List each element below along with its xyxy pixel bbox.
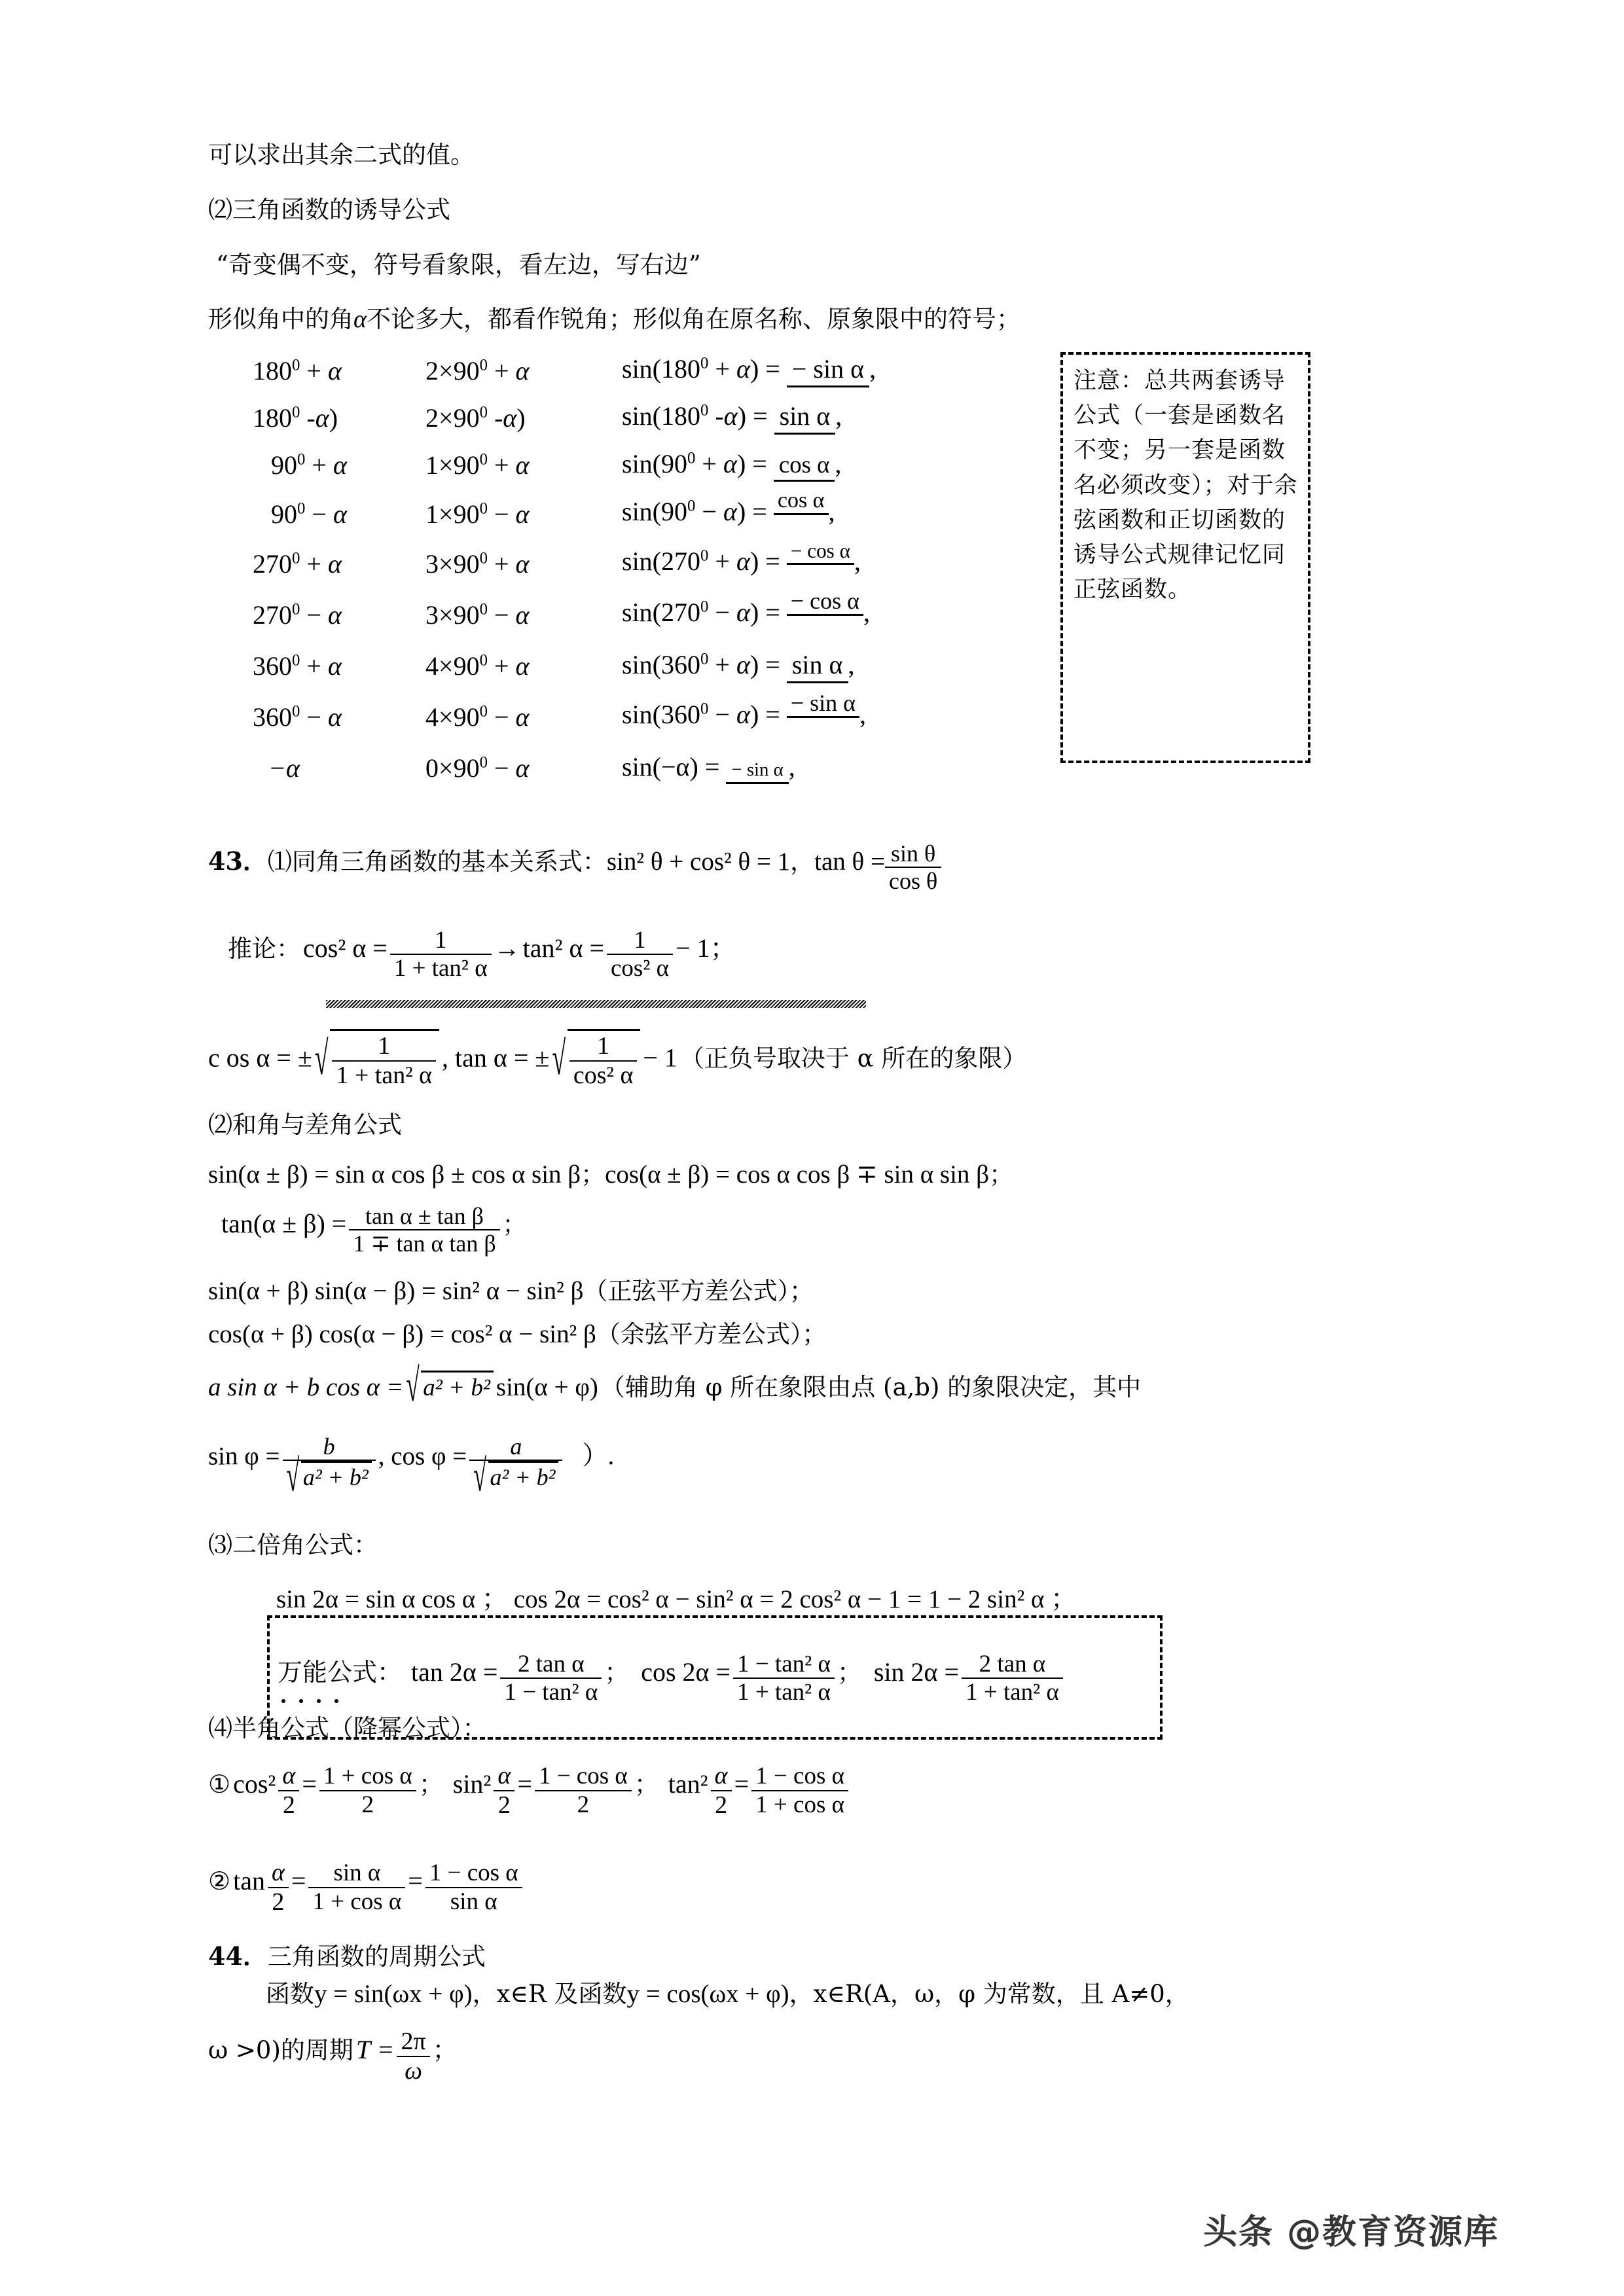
half-tan-lhs: tan² (668, 1769, 708, 1799)
r2-mult-sign: + (494, 450, 509, 480)
ninety: 90 (453, 403, 480, 433)
alpha-symbol: α (515, 355, 530, 386)
r4-angle-sign: + (306, 549, 321, 579)
table-row: $90^0 + \alpha$ $1\times 90^0 + \alpha$ $\sin(90^0 + \alpha) = \cos \alpha$ , (253, 441, 876, 488)
ninety: 90 (453, 549, 480, 579)
r4-lhs: sin(270 (622, 546, 700, 576)
half-cos-arg-num: α (282, 1762, 296, 1789)
r2-result: cos α (774, 450, 835, 482)
r6-mult: 4 (425, 651, 439, 681)
times-icon: × (439, 753, 454, 783)
r2-comma: , (835, 448, 842, 478)
r0-result: − sin α (787, 353, 869, 387)
equals-sign: = (734, 1769, 749, 1799)
r2-lhs: sin(90 (622, 448, 687, 478)
degree-icon: 0 (297, 450, 306, 469)
degree-icon: 0 (479, 356, 488, 374)
times-icon: × (439, 499, 454, 529)
sin-sum-formula: sin(α ± β) = sin α cos β ± cos α sin β (208, 1160, 581, 1189)
equals-sign: = (753, 401, 768, 431)
alpha-symbol: α (723, 496, 737, 526)
universal-formula-line (278, 1651, 1063, 1706)
section-43-item1-label: ⑴同角三角函数的基本关系式： (267, 847, 607, 876)
table-row: $90^0 - \alpha$ $1\times 90^0 - \alpha$ $\sin(90^0 - \alpha)$ = cos α , (253, 488, 876, 540)
times-icon: × (439, 600, 454, 630)
alpha-symbol: α (515, 450, 530, 480)
section-half-label: ⑷半角公式（降幂公式）： (208, 1714, 487, 1742)
corollary-line (228, 927, 736, 982)
r1-angle: 180 (253, 403, 292, 433)
degree-icon: 0 (297, 499, 306, 518)
degree-icon: 0 (700, 650, 709, 668)
aux-radicand: a² + b² (421, 1371, 494, 1402)
r5-angle-sign: − (306, 600, 321, 630)
degree-icon: 0 (479, 549, 488, 567)
degree-icon: 0 (479, 702, 488, 721)
root-num-1: √ 1 (378, 1032, 391, 1060)
line4-alpha: α (353, 306, 367, 333)
tan-sum-tail: ； (502, 1211, 526, 1238)
item-marker-1: ① (208, 1771, 231, 1799)
r6-comma: , (848, 649, 855, 679)
alpha-symbol: α (327, 549, 342, 579)
r8-mult: 0 (425, 753, 439, 783)
paragraph-line-3: “奇变偶不变，符号看象限，看左边，写右边” (216, 251, 701, 279)
arrow-icon: → (494, 933, 520, 963)
r7-lhs-sign: − (715, 699, 730, 729)
period-function-1: y = sin(ωx + φ) (314, 1980, 473, 2008)
aux2-numerator: b (323, 1433, 335, 1460)
alpha-symbol: α (327, 702, 342, 732)
r0-mult-sign: + (494, 355, 509, 386)
r7-angle: 360 (253, 702, 292, 732)
double-angle-line: sin 2α = sin α cos α ； cos 2α = cos² α − sin² α = 2 cos² α − 1 = 1 − 2 sin² α ； (276, 1585, 1077, 1613)
alpha-symbol: α (315, 403, 329, 433)
alpha-symbol: α (333, 450, 347, 480)
r8-mult-sign: − (494, 753, 509, 783)
r2-angle: 90 (271, 450, 297, 480)
half-cos-lhs: cos² (233, 1769, 276, 1799)
tan-sum-lhs: tan(α ± β) = (221, 1208, 347, 1238)
cos-sum-formula: cos(α ± β) = cos α cos β ∓ sin α sin β (605, 1160, 989, 1189)
r1-mult: 2 (425, 403, 439, 433)
separator: ； (837, 1659, 862, 1687)
alpha-symbol: α (327, 600, 342, 630)
corollary-den-2: cos² α (607, 954, 673, 982)
r5-lhs: sin(270 (622, 598, 700, 628)
paragraph-line-1: 可以求出其余二式的值。 (208, 141, 475, 169)
r3-mult: 1 (425, 499, 439, 529)
r3-result: cos α (777, 488, 825, 512)
r1-angle-sign: - (306, 403, 316, 433)
r1-mult-sign: - (494, 403, 503, 433)
table-row: $270^0 + \alpha$ $3\times 90^0 + \alpha$ $\sin(270^0 + \alpha)$ = − cos α , (253, 540, 876, 588)
cos-product-formula: cos(α + β) cos(α − β) = cos² α − sin² β (208, 1320, 596, 1348)
equals-sign: = (765, 354, 780, 384)
r1-mult-tail: ) (516, 403, 526, 433)
sin2-lhs: sin 2α = (873, 1657, 960, 1687)
degree-icon: 0 (479, 499, 488, 518)
ninety: 90 (453, 355, 480, 386)
r3-lhs-sign: − (702, 496, 717, 526)
r5-result: − cos α (790, 588, 860, 615)
times-icon: × (439, 355, 454, 386)
tan2-numerator: 2 tan α (518, 1651, 585, 1677)
ninety: 90 (453, 600, 480, 630)
degree-icon: 0 (700, 401, 709, 420)
r4-comma: , (854, 546, 861, 576)
r7-mult: 4 (425, 702, 439, 732)
alpha-symbol: α (503, 403, 517, 433)
table-row (253, 744, 876, 791)
tan2-denominator: 1 − tan² α (500, 1677, 602, 1706)
r4-angle: 270 (253, 549, 292, 579)
sin-product-note: （正弦平方差公式）； (583, 1277, 814, 1305)
alpha-symbol: α (736, 546, 750, 576)
degree-icon: 0 (700, 354, 709, 372)
degree-icon: 0 (700, 700, 709, 718)
alpha-symbol: α (515, 753, 530, 783)
times-icon: × (439, 403, 454, 433)
corollary-num-2: 1 (634, 927, 646, 954)
sum-difference-line (208, 1160, 1013, 1189)
root-den-2: cos² α (569, 1060, 637, 1090)
aux-rhs: sin(α + φ) (496, 1373, 598, 1401)
r0-angle-sign: + (306, 355, 321, 386)
half2-num-2: 1 − cos α (429, 1859, 518, 1887)
degree-icon: 0 (292, 702, 300, 721)
degree-icon: 0 (479, 651, 488, 670)
period-line-b: ，x∈R 及函数 (472, 1980, 627, 2008)
tan-sum-numerator: tan α ± tan β (365, 1203, 484, 1229)
ninety: 90 (453, 702, 480, 732)
ninety: 90 (453, 499, 480, 529)
r3-angle-sign: − (312, 499, 327, 529)
r7-result: − sin α (790, 689, 856, 716)
r2-lhs-sign: + (702, 448, 717, 478)
ninety: 90 (453, 753, 480, 783)
equals-sign: = (752, 496, 767, 526)
r2-angle-sign: + (312, 450, 327, 480)
period-function-2: y = cos(ωx + φ) (626, 1980, 789, 2008)
induction-formula-table (253, 347, 876, 791)
times-icon: × (439, 549, 454, 579)
degree-icon: 0 (700, 547, 709, 565)
half-cos-arg-den: 2 (278, 1790, 299, 1820)
cos2-denominator: 1 + tan² α (733, 1677, 835, 1706)
universal-formula-label: 万能公式： (278, 1658, 403, 1687)
root-num-2: √ 1 (597, 1032, 610, 1060)
sin-product-line (208, 1276, 814, 1306)
comma: ， (790, 847, 815, 876)
line4-part-a: 形似角中的角 (208, 305, 353, 333)
corollary-den-1: 1 + tan² α (390, 954, 492, 982)
period-line2-a: ω >0)的周期 (208, 2036, 353, 2065)
r7-mult-sign: − (494, 702, 509, 732)
degree-icon: 0 (292, 651, 300, 670)
degree-icon: 0 (292, 356, 300, 374)
r6-result: sin α (787, 649, 848, 683)
cos-product-note: （余弦平方差公式）； (596, 1320, 827, 1348)
alpha-symbol: α (736, 649, 750, 679)
line4-part-b: 不论多大，都看作锐角；形似角在原名称、原象限中的符号； (366, 305, 1020, 333)
r0-angle: 180 (253, 355, 292, 386)
times-icon: × (439, 651, 454, 681)
half2-num-1: sin α (333, 1859, 381, 1887)
equals-sign: = (765, 649, 780, 679)
corollary-tail: − 1； (676, 933, 736, 963)
r0-lhs: sin(180 (622, 354, 700, 384)
corollary-label: 推论： (228, 935, 300, 963)
r1-result: sin α (774, 401, 836, 435)
paragraph-line-4 (208, 305, 1020, 334)
r8-comma: , (788, 752, 795, 782)
r0-mult: 2 (425, 355, 439, 386)
table-row: $270^0 - \alpha$ $3\times 90^0 - \alpha$ $\sin(270^0 - \alpha)$ = − cos α , (253, 588, 876, 643)
r0-comma: , (869, 354, 876, 384)
alpha-symbol: α (736, 598, 750, 628)
aux2-denominator-2: a² + b² (488, 1461, 559, 1490)
half-sin-arg-num: α (497, 1762, 511, 1789)
half-tan-arg-den: 2 (711, 1790, 732, 1820)
section-44-number: 44． (208, 1941, 268, 1971)
degree-icon: 0 (479, 450, 488, 469)
degree-icon: 0 (292, 601, 300, 619)
watermark: 头条 @教育资源库 (1203, 2213, 1500, 2252)
paragraph-line-2: ⑵三角函数的诱导公式 (208, 196, 450, 224)
auxiliary-angle-line (208, 1371, 1141, 1402)
period-tail: ； (432, 2037, 458, 2065)
r5-comma: , (863, 598, 871, 628)
r7-angle-sign: − (306, 702, 321, 732)
section-44-title: 三角函数的周期公式 (267, 1943, 486, 1971)
half2-arg-den: 2 (268, 1887, 289, 1916)
wavy-underline (326, 1000, 866, 1008)
half2-tan-lhs: tan (233, 1866, 265, 1896)
cos2-lhs: cos 2α = (641, 1657, 731, 1687)
aux-lhs: a sin α + b cos α = (208, 1373, 404, 1401)
aux2-mid: , cos φ = (378, 1442, 467, 1471)
half2-den-2: sin α (425, 1887, 522, 1915)
tan2-lhs: tan 2α = (411, 1657, 498, 1687)
r3-comma: , (828, 496, 835, 526)
cos2-numerator: 1 − tan² α (737, 1651, 831, 1677)
period-numerator: 2π (401, 2028, 426, 2055)
r4-mult: 3 (425, 549, 439, 579)
r4-mult-sign: + (494, 549, 509, 579)
degree-icon: 0 (479, 601, 488, 619)
tan-sum-line (221, 1203, 526, 1257)
r0-lhs-sign: + (715, 354, 730, 384)
r1-comma: , (835, 401, 842, 431)
corollary-mid: tan² α = (522, 933, 604, 963)
equals-sign: = (765, 546, 780, 576)
degree-icon: 0 (479, 753, 488, 772)
pythagorean-identity: sin² θ + cos² θ = 1 (606, 847, 791, 876)
r6-angle-sign: + (306, 651, 321, 681)
r2-mult: 1 (425, 450, 439, 480)
r6-mult-sign: + (494, 651, 509, 681)
r4-lhs-sign: + (715, 546, 730, 576)
degree-icon: 0 (292, 549, 300, 567)
period-definition-line (266, 1979, 1189, 2009)
ninety: 90 (453, 450, 480, 480)
period-formula-line (208, 2028, 458, 2085)
aux2-tail: ）. (582, 1442, 615, 1471)
half2-den-1: 1 + cos α (308, 1887, 405, 1915)
alpha-symbol: α (333, 499, 347, 529)
alpha-symbol: α (723, 448, 737, 478)
times-icon: × (439, 702, 454, 732)
degree-icon: 0 (292, 403, 300, 422)
degree-icon: 0 (687, 449, 696, 467)
r6-lhs: sin(360 (622, 649, 700, 679)
tan-def-denominator: cos θ (885, 867, 941, 894)
half2-arg-num: α (271, 1859, 285, 1886)
half-tan-num: 1 − cos α (755, 1763, 844, 1790)
half-sin-lhs: sin² (452, 1769, 492, 1799)
half-angle-line-2 (208, 1859, 522, 1916)
half-tan-den: 1 + cos α (751, 1790, 848, 1818)
aux2-numerator-2: a (510, 1433, 522, 1460)
note-box-text: 注意：总共两套诱导公式（一套是函数名不变；另一套是函数名必须改变）；对于余弦函数和正切函数的诱导公式规律记忆同正弦函数。 (1074, 368, 1298, 603)
alpha-symbol: α (736, 699, 750, 729)
alpha-symbol: α (736, 354, 750, 384)
half-tan-arg-num: α (714, 1762, 728, 1789)
r8-angle-sign: −α (268, 753, 300, 783)
times-icon: × (439, 450, 454, 480)
period-T-lhs: T = (355, 2035, 395, 2065)
table-row: $360^0 - \alpha$ $4\times 90^0 - \alpha$ $\sin(360^0 - \alpha)$ = − sin α , (253, 690, 876, 745)
half-cos-den: 2 (319, 1790, 416, 1818)
r6-angle: 360 (253, 651, 292, 681)
half-sin-arg-den: 2 (494, 1790, 514, 1820)
alpha-symbol: α (515, 549, 530, 579)
section-43-heading (208, 840, 941, 895)
r5-mult-sign: − (494, 600, 509, 630)
equals-sign: = (704, 752, 720, 782)
r5-mult: 3 (425, 600, 439, 630)
degree-icon: 0 (687, 497, 696, 515)
period-denominator: ω (397, 2056, 429, 2085)
degree-icon: 0 (700, 598, 709, 616)
period-line-c: ，x∈R(A，ω，φ 为常数，且 A≠0， (789, 1980, 1189, 2008)
root-lhs: c os α = ± (208, 1043, 312, 1073)
alpha-symbol: α (515, 651, 530, 681)
equals-sign: = (517, 1769, 532, 1799)
section-43-number: 43． (208, 846, 268, 876)
note-box (1060, 352, 1310, 763)
alpha-symbol: α (327, 651, 342, 681)
alpha-symbol: α (327, 355, 342, 386)
equals-sign: = (291, 1866, 306, 1896)
half-angle-line-1 (208, 1762, 848, 1819)
emphasis-dots (281, 1699, 338, 1703)
section-sum-label: ⑵和角与差角公式 (208, 1111, 402, 1139)
equals-sign: = (752, 448, 767, 478)
degree-icon: 0 (479, 403, 488, 422)
r4-result: − cos α (790, 539, 850, 563)
r3-lhs: sin(90 (622, 496, 687, 526)
sin2-denominator: 1 + tan² α (962, 1677, 1063, 1706)
root-den-1: 1 + tan² α (332, 1060, 436, 1090)
cos-product-line (208, 1319, 826, 1349)
separator: ； (418, 1771, 444, 1799)
tan-def-numerator: sin θ (890, 840, 936, 867)
r3-angle: 90 (271, 499, 297, 529)
aux-note: （辅助角 φ 所在象限由点 (a,b) 的象限决定，其中 (600, 1373, 1142, 1401)
sin-product-formula: sin(α + β) sin(α − β) = sin² α − sin² β (208, 1277, 584, 1305)
root-note: （正负号取决于 α 所在的象限） (679, 1044, 1027, 1073)
equals-sign: = (302, 1769, 317, 1799)
r5-lhs-sign: − (715, 598, 730, 628)
equals-sign: = (765, 699, 780, 729)
alpha-symbol: α (515, 600, 530, 630)
r3-mult-sign: − (494, 499, 509, 529)
alpha-symbol: α (515, 702, 530, 732)
half-sin-num: 1 − cos α (538, 1763, 628, 1790)
equals-sign: = (408, 1866, 423, 1896)
auxiliary-sincos-line (208, 1433, 614, 1491)
alpha-symbol: α (723, 401, 738, 431)
period-line-a: 函数 (266, 1980, 314, 2008)
r7-comma: , (859, 699, 867, 729)
r1-lhs: sin(180 (622, 401, 700, 431)
r8-result: − sin α (726, 759, 788, 784)
section-44-heading (208, 1936, 486, 1972)
half-cos-num: 1 + cos α (323, 1763, 412, 1790)
alpha-symbol: α (515, 499, 530, 529)
table-row: $180^0 + \alpha$ $2\times 90^0 + \alpha$ $\sin(180^0 + \alpha)$ = − sin α , (253, 347, 876, 394)
r5-angle: 270 (253, 600, 292, 630)
corollary-lhs: cos² α = (303, 933, 388, 963)
separator: ； (604, 1659, 630, 1687)
sin2-numerator: 2 tan α (979, 1651, 1046, 1677)
aux2-denominator: a² + b² (301, 1461, 372, 1490)
item-marker-2: ② (208, 1868, 231, 1896)
separator: ； (634, 1771, 659, 1799)
separator: ； (989, 1160, 1013, 1189)
root-tail: − 1 (643, 1043, 677, 1073)
section-double-label: ⑶二倍角公式： (208, 1531, 378, 1559)
tan-definition-lhs: tan θ = (814, 847, 885, 876)
half-sin-den: 2 (535, 1790, 632, 1818)
tan-sum-denominator: 1 ∓ tan α tan β (349, 1229, 499, 1257)
separator: ； (581, 1160, 605, 1189)
ninety: 90 (453, 651, 480, 681)
table-row: $360^0 + \alpha$ $4\times 90^0 + \alpha$ $\sin(360^0 + \alpha) = \sin \alpha$ , (253, 643, 876, 690)
r6-lhs-sign: + (715, 649, 730, 679)
corollary-num-1: 1 (434, 927, 447, 954)
root-formula-line (208, 1029, 1026, 1089)
root-mid: , tan α = ± (442, 1043, 550, 1073)
equals-sign: = (765, 598, 780, 628)
r7-lhs: sin(360 (622, 699, 700, 729)
r8-lhs: sin(−α) (622, 752, 698, 782)
r1-lhs-sign: - (715, 401, 724, 431)
table-row: $180^0$ -α) $2\times 90^0$ -α) $\sin(180^0$ -α) = sin α , (253, 394, 876, 441)
aux2-lhs: sin φ = (208, 1442, 280, 1471)
